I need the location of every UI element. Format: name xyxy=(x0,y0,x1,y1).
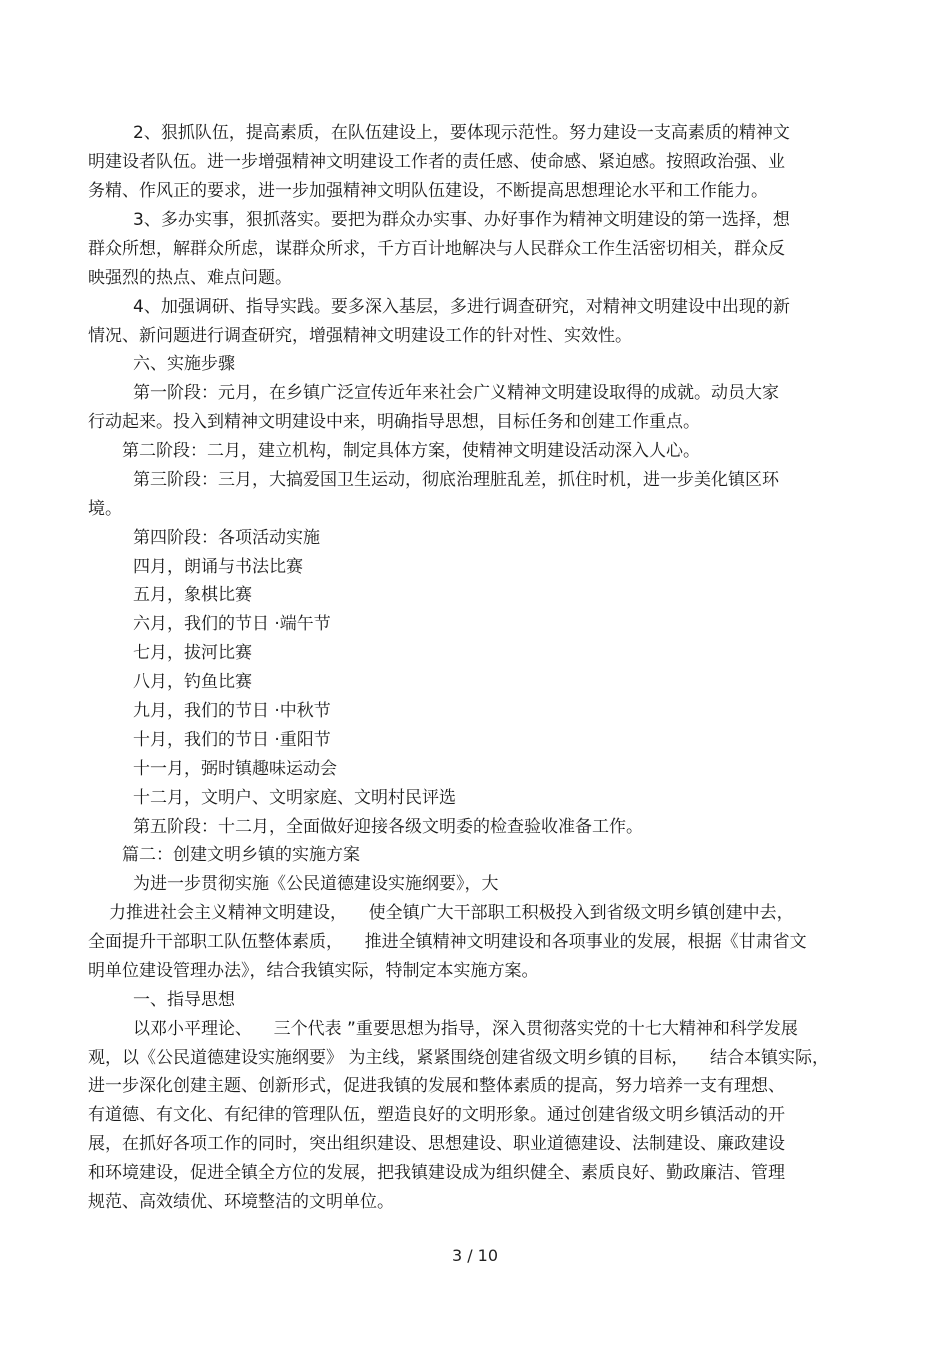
list-item: 九月，我们的节日 ·中秋节 xyxy=(133,701,331,721)
list-item: 十一月，弼时镇趣味运动会 xyxy=(133,759,337,779)
body-text-line: 2、狠抓队伍，提高素质，在队伍建设上，要体现示范性。努力建设一支高素质的精神文 xyxy=(133,123,790,143)
list-item: 四月，朗诵与书法比赛 xyxy=(133,557,303,577)
body-text-line: 映强烈的热点、难点问题。 xyxy=(88,268,292,288)
body-text-line: 明建设者队伍。进一步增强精神文明建设工作者的责任感、使命感、紧迫感。按照政治强、业 xyxy=(88,152,785,172)
body-text-line: 第一阶段：元月，在乡镇广泛宣传近年来社会广义精神文明建设取得的成就。动员大家 xyxy=(133,383,779,403)
body-text-line: 第四阶段：各项活动实施 xyxy=(133,528,320,548)
body-text-line: 明单位建设管理办法》，结合我镇实际，特制定本实施方案。 xyxy=(88,961,539,981)
body-text-line: 全面提升干部职工队伍整体素质， 推进全镇精神文明建设和各项事业的发展，根据《甘肃省文 xyxy=(88,932,807,952)
body-text-line: 行动起来。投入到精神文明建设中来，明确指导思想，目标任务和创建工作重点。 xyxy=(88,412,700,432)
list-item: 七月，拔河比赛 xyxy=(133,643,252,663)
page-number: 3 / 10 xyxy=(451,1246,499,1265)
body-text-line: 第三阶段：三月，大搞爱国卫生运动，彻底治理脏乱差，抓住时机，进一步美化镇区环 xyxy=(133,470,779,490)
body-text-line: 群众所想，解群众所虑，谋群众所求，千方百计地解决与人民群众工作生活密切相关，群众反 xyxy=(88,239,785,259)
list-item: 十月，我们的节日 ·重阳节 xyxy=(133,730,331,750)
section-heading: 一、指导思想 xyxy=(133,990,235,1010)
body-text-line: 境。 xyxy=(88,499,122,519)
body-text-line: 规范、高效绩优、环境整洁的文明单位。 xyxy=(88,1192,394,1212)
body-text-line: 4、加强调研、指导实践。要多深入基层，多进行调查研究，对精神文明建设中出现的新 xyxy=(133,297,790,317)
body-text-line: 以邓小平理论、 三个代表 ”重要思想为指导，深入贯彻落实党的十七大精神和科学发展 xyxy=(133,1019,798,1039)
section-heading: 篇二：创建文明乡镇的实施方案 xyxy=(122,845,360,865)
body-text-line: 和环境建设，促进全镇全方位的发展，把我镇建设成为组织健全、素质良好、勤政廉洁、管理 xyxy=(88,1163,785,1183)
body-text-line: 第五阶段：十二月，全面做好迎接各级文明委的检查验收准备工作。 xyxy=(133,817,643,837)
list-item: 六月，我们的节日 ·端午节 xyxy=(133,614,331,634)
body-text-line: 3、多办实事，狠抓落实。要把为群众办实事、办好事作为精神文明建设的第一选择，想 xyxy=(133,210,790,230)
body-text-line: 为进一步贯彻实施《公民道德建设实施纲要》，大 xyxy=(133,874,499,894)
list-item: 五月，象棋比赛 xyxy=(133,585,252,605)
body-text-line: 展，在抓好各项工作的同时，突出组织建设、思想建设、职业道德建设、法制建设、廉政建设 xyxy=(88,1134,785,1154)
body-text-line: 有道德、有文化、有纪律的管理队伍，塑造良好的文明形象。通过创建省级文明乡镇活动的开 xyxy=(88,1105,785,1125)
section-heading: 六、实施步骤 xyxy=(133,354,235,374)
body-text-line: 第二阶段：二月，建立机构，制定具体方案，使精神文明建设活动深入人心。 xyxy=(122,441,700,461)
list-item: 八月，钓鱼比赛 xyxy=(133,672,252,692)
list-item: 十二月，文明户、文明家庭、文明村民评选 xyxy=(133,788,456,808)
body-text-line: 力推进社会主义精神文明建设， 使全镇广大干部职工积极投入到省级文明乡镇创建中去， xyxy=(109,903,794,923)
body-text-line: 观，以《公民道德建设实施纲要》 为主线，紧紧围绕创建省级文明乡镇的目标， 结合本镇实际， xyxy=(88,1048,830,1068)
body-text-line: 务精、作风正的要求，进一步加强精神文明队伍建设，不断提高思想理论水平和工作能力。 xyxy=(88,181,768,201)
body-text-line: 进一步深化创建主题、创新形式，促进我镇的发展和整体素质的提高，努力培养一支有理想、 xyxy=(88,1076,785,1096)
body-text-line: 情况、新问题进行调查研究，增强精神文明建设工作的针对性、实效性。 xyxy=(88,326,632,346)
